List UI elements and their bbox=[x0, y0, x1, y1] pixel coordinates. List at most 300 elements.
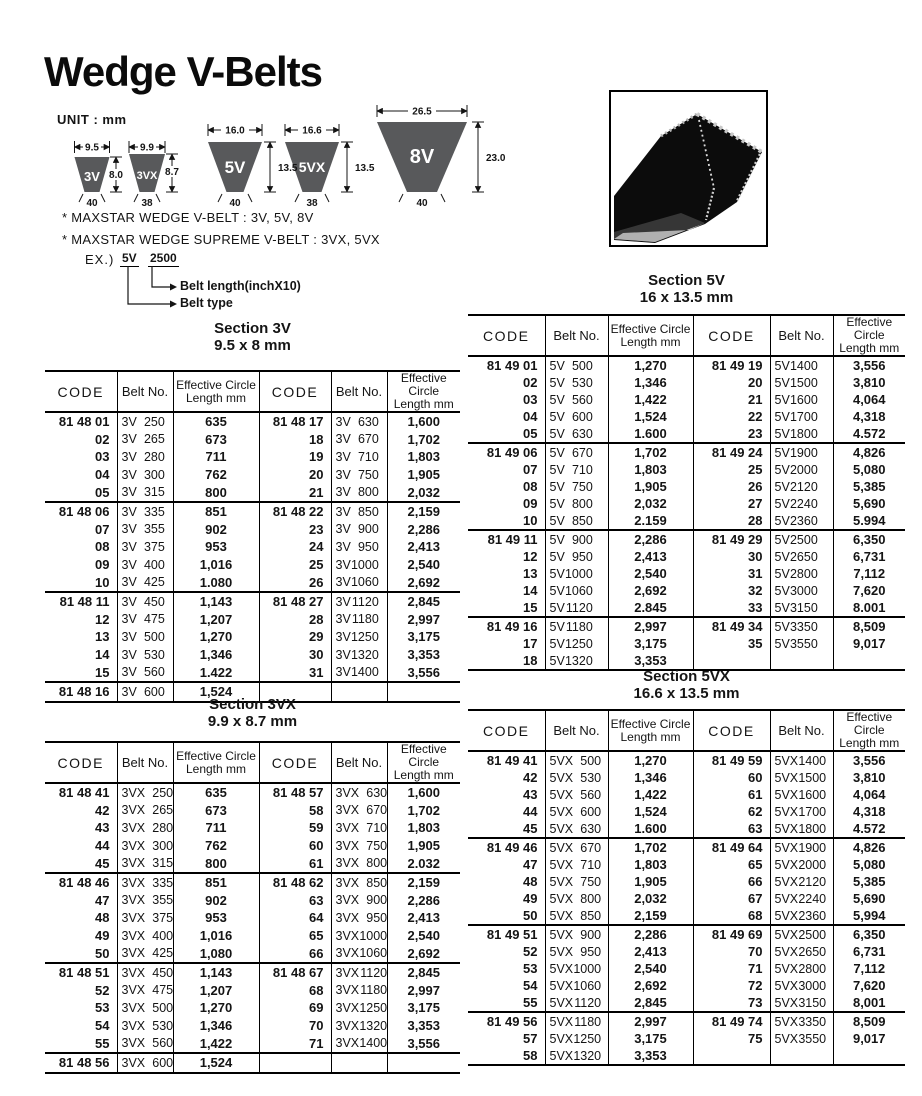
code-cell: 68 bbox=[693, 907, 770, 925]
belt-no-cell: 5V 750 bbox=[545, 478, 608, 495]
note-supreme-vbelt: * MAXSTAR WEDGE SUPREME V-BELT : 3VX, 5VX bbox=[62, 232, 380, 247]
length-cell: 2,413 bbox=[387, 909, 460, 927]
length-cell: 635 bbox=[173, 412, 259, 431]
length-cell: 8,509 bbox=[833, 1012, 905, 1030]
code-cell: 81 49 56 bbox=[468, 1012, 545, 1030]
code-cell: 81 49 11 bbox=[468, 530, 545, 548]
code-cell: 44 bbox=[95, 838, 110, 854]
belt-no-cell: 5VX1900 bbox=[770, 838, 833, 856]
belt-no-cell: 3VX 560 bbox=[117, 1034, 173, 1053]
code-cell: 59 bbox=[259, 819, 331, 837]
belt-no-cell: 3V 300 bbox=[117, 466, 173, 484]
table-row bbox=[45, 592, 460, 611]
code-cell: 66 bbox=[693, 873, 770, 890]
belt-no-cell: 3VX1180 bbox=[331, 982, 387, 1000]
angle-8v: 40 bbox=[416, 198, 428, 209]
angle-3v: 40 bbox=[86, 198, 98, 209]
belt-no-cell: 3V 315 bbox=[117, 483, 173, 502]
belt-no-cell: 5V 800 bbox=[545, 495, 608, 512]
dim-3v-height: 8.0 bbox=[109, 170, 123, 181]
header-effective-circle-length: Effective Circle Length mm bbox=[608, 710, 693, 751]
header-code: CODE bbox=[259, 742, 331, 783]
code-cell: 02 bbox=[95, 431, 110, 447]
dim-5vx-height: 13.5 bbox=[355, 163, 375, 174]
length-cell: 3,353 bbox=[387, 646, 460, 664]
table-row bbox=[45, 982, 460, 1000]
belt-no-cell: 5V1250 bbox=[545, 635, 608, 652]
header-belt-no: Belt No. bbox=[545, 710, 608, 751]
table-row bbox=[468, 856, 905, 873]
length-cell: 2,286 bbox=[387, 892, 460, 910]
belt-no-cell: 3VX1060 bbox=[331, 944, 387, 963]
belt-no-cell: 3V1180 bbox=[331, 611, 387, 629]
belt-no-cell: 5VX1000 bbox=[545, 960, 608, 977]
table-row bbox=[468, 374, 905, 391]
belt-no-cell: 3V 600 bbox=[117, 682, 173, 702]
length-cell: 902 bbox=[173, 892, 259, 910]
length-cell: 4.572 bbox=[833, 425, 905, 443]
code-cell: 26 bbox=[259, 573, 331, 592]
code-cell: 69 bbox=[259, 999, 331, 1017]
belt-no-cell: 5VX 530 bbox=[545, 769, 608, 786]
belt-no-cell: 3VX 280 bbox=[117, 819, 173, 837]
belt-no-cell: 5V1120 bbox=[545, 599, 608, 617]
belt-no-cell: 5VX1180 bbox=[545, 1012, 608, 1030]
length-cell: 3,810 bbox=[833, 374, 905, 391]
belt-no-cell: 3V1320 bbox=[331, 646, 387, 664]
code-cell: 14 bbox=[523, 583, 538, 598]
length-cell: 3,810 bbox=[833, 769, 905, 786]
belt-no-cell: 3V1060 bbox=[331, 573, 387, 592]
belt-no-cell: 5VX3150 bbox=[770, 994, 833, 1012]
length-cell: 5,994 bbox=[833, 907, 905, 925]
length-cell: 635 bbox=[173, 783, 259, 802]
length-cell: 4,826 bbox=[833, 443, 905, 461]
code-cell: 53 bbox=[523, 961, 538, 976]
code-cell: 81 49 34 bbox=[693, 617, 770, 635]
code-cell: 23 bbox=[259, 521, 331, 539]
belt-no-cell: 3V 280 bbox=[117, 448, 173, 466]
code-cell: 81 49 29 bbox=[693, 530, 770, 548]
length-cell: 1,524 bbox=[173, 1053, 259, 1073]
section-title-line: Section 3VX bbox=[209, 696, 296, 713]
length-cell: 851 bbox=[173, 502, 259, 521]
code-cell: 55 bbox=[95, 1035, 110, 1051]
length-cell: 2,997 bbox=[608, 617, 693, 635]
table-row bbox=[45, 963, 460, 982]
length-cell: 1,270 bbox=[173, 628, 259, 646]
section-size-line: 9.9 x 8.7 mm bbox=[207, 713, 298, 730]
length-cell: 1.422 bbox=[173, 663, 259, 682]
table-row bbox=[45, 892, 460, 910]
section-5vx-title bbox=[468, 668, 905, 702]
length-cell: 2,845 bbox=[608, 994, 693, 1012]
table-row bbox=[45, 448, 460, 466]
belt-no-cell: 3VX 450 bbox=[117, 963, 173, 982]
table-row bbox=[45, 999, 460, 1017]
section-title-line: Section 5V bbox=[648, 272, 725, 289]
section-3vx bbox=[45, 696, 460, 1074]
code-cell: 75 bbox=[693, 1030, 770, 1047]
belt-no-cell: 5VX1400 bbox=[770, 751, 833, 769]
belt-no-cell: 3VX 710 bbox=[331, 819, 387, 837]
code-cell: 60 bbox=[693, 769, 770, 786]
length-cell: 953 bbox=[173, 538, 259, 556]
belt-no-cell: 3V 250 bbox=[117, 412, 173, 431]
belt-no-cell: 3VX 750 bbox=[331, 837, 387, 855]
header-effective-circle-length: Effective Circle Length mm bbox=[387, 742, 460, 783]
code-cell: 22 bbox=[693, 408, 770, 425]
length-cell: 953 bbox=[173, 909, 259, 927]
belt-photo-frame bbox=[609, 90, 768, 247]
belt-no-cell: 5VX 850 bbox=[545, 907, 608, 925]
code-cell: 50 bbox=[523, 908, 538, 923]
length-cell: 2,540 bbox=[387, 556, 460, 574]
belt-no-cell: 3VX 300 bbox=[117, 837, 173, 855]
length-cell: 7,112 bbox=[833, 565, 905, 582]
table-row bbox=[45, 573, 460, 592]
belt-no-cell: 5VX1120 bbox=[545, 994, 608, 1012]
table-row bbox=[468, 943, 905, 960]
length-cell: 2,692 bbox=[387, 573, 460, 592]
code-cell: 68 bbox=[259, 982, 331, 1000]
belt-no-cell: 3V 335 bbox=[117, 502, 173, 521]
length-cell: 2,692 bbox=[608, 977, 693, 994]
code-cell: 15 bbox=[95, 664, 110, 680]
table-row bbox=[468, 391, 905, 408]
code-cell: 27 bbox=[693, 495, 770, 512]
length-cell: 4,064 bbox=[833, 391, 905, 408]
length-cell: 2,413 bbox=[387, 538, 460, 556]
section-3v bbox=[45, 320, 460, 703]
code-cell: 43 bbox=[95, 820, 110, 836]
length-cell: 851 bbox=[173, 873, 259, 892]
code-cell: 25 bbox=[259, 556, 331, 574]
belt-no-cell: 5V1700 bbox=[770, 408, 833, 425]
code-cell: 81 49 74 bbox=[693, 1012, 770, 1030]
code-cell: 53 bbox=[95, 1000, 110, 1016]
code-cell: 20 bbox=[259, 466, 331, 484]
code-cell: 05 bbox=[95, 484, 110, 500]
code-cell: 49 bbox=[523, 891, 538, 906]
length-cell: 1,524 bbox=[173, 682, 259, 702]
code-cell: 44 bbox=[523, 804, 538, 819]
example-belt-length: 2500 bbox=[150, 251, 177, 265]
belt-no-cell: 3V 530 bbox=[117, 646, 173, 664]
table-row bbox=[468, 617, 905, 635]
length-cell: 762 bbox=[173, 837, 259, 855]
header-belt-no: Belt No. bbox=[331, 742, 387, 783]
table-row bbox=[468, 994, 905, 1012]
length-cell: 1,422 bbox=[608, 391, 693, 408]
code-cell: 72 bbox=[693, 977, 770, 994]
length-cell: 4,318 bbox=[833, 408, 905, 425]
belt-no-cell: 5V2500 bbox=[770, 530, 833, 548]
length-cell: 5,385 bbox=[833, 873, 905, 890]
unit-label: UNIT : mm bbox=[57, 112, 127, 127]
length-cell: 2,286 bbox=[608, 530, 693, 548]
table-row bbox=[468, 356, 905, 374]
length-cell: 2.845 bbox=[608, 599, 693, 617]
code-cell: 14 bbox=[95, 647, 110, 663]
belt-no-cell: 5VX 560 bbox=[545, 786, 608, 803]
belt-no-cell: 5V3550 bbox=[770, 635, 833, 652]
code-cell: 15 bbox=[523, 600, 538, 615]
belt-no-cell: 5V 710 bbox=[545, 461, 608, 478]
code-cell: 81 49 64 bbox=[693, 838, 770, 856]
length-cell: 1,346 bbox=[173, 1017, 259, 1035]
code-cell: 54 bbox=[95, 1018, 110, 1034]
length-cell: 2,540 bbox=[387, 927, 460, 945]
header-row bbox=[45, 742, 460, 783]
length-cell: 1,207 bbox=[173, 611, 259, 629]
length-cell: 2,997 bbox=[387, 611, 460, 629]
code-cell: 48 bbox=[95, 910, 110, 926]
note-wedge-vbelt: * MAXSTAR WEDGE V-BELT : 3V, 5V, 8V bbox=[62, 210, 314, 225]
length-cell: 3,556 bbox=[387, 663, 460, 682]
example-length-label: Belt length(inchX10) bbox=[180, 279, 301, 293]
length-cell: 1.080 bbox=[173, 573, 259, 592]
belt-no-cell: 5VX1500 bbox=[770, 769, 833, 786]
table-row bbox=[45, 819, 460, 837]
table-row bbox=[468, 478, 905, 495]
code-cell: 13 bbox=[95, 629, 110, 645]
code-cell: 42 bbox=[95, 802, 110, 818]
belt-no-cell: 5VX 800 bbox=[545, 890, 608, 907]
code-cell: 42 bbox=[523, 770, 538, 785]
code-cell: 05 bbox=[523, 426, 538, 441]
length-cell: 6,350 bbox=[833, 925, 905, 943]
table-row bbox=[468, 495, 905, 512]
table-row bbox=[45, 556, 460, 574]
code-cell: 81 49 19 bbox=[693, 356, 770, 374]
table-row bbox=[468, 960, 905, 977]
code-cell: 45 bbox=[95, 855, 110, 871]
table-row bbox=[468, 530, 905, 548]
length-cell: 1,905 bbox=[608, 873, 693, 890]
code-cell: 64 bbox=[259, 909, 331, 927]
table-row bbox=[45, 431, 460, 449]
code-cell: 08 bbox=[523, 479, 538, 494]
length-cell: 5,385 bbox=[833, 478, 905, 495]
belt-no-cell: 5VX2000 bbox=[770, 856, 833, 873]
belt-no-cell: 5VX1800 bbox=[770, 820, 833, 838]
belt-no-cell: 3VX1250 bbox=[331, 999, 387, 1017]
code-cell: 62 bbox=[693, 803, 770, 820]
code-cell: 70 bbox=[259, 1017, 331, 1035]
belt-no-cell: 3VX 315 bbox=[117, 854, 173, 873]
belt-no-cell: 3VX 670 bbox=[331, 802, 387, 820]
length-cell: 4.572 bbox=[833, 820, 905, 838]
length-cell: 4,064 bbox=[833, 786, 905, 803]
length-cell: 800 bbox=[173, 854, 259, 873]
belt-no-cell: 5V2650 bbox=[770, 548, 833, 565]
belt-table-5vx bbox=[468, 709, 905, 1066]
header-code: CODE bbox=[45, 742, 117, 783]
table-row bbox=[468, 599, 905, 617]
length-cell: 3,175 bbox=[387, 999, 460, 1017]
belt-no-cell: 3VX 250 bbox=[117, 783, 173, 802]
header-belt-no: Belt No. bbox=[117, 371, 173, 412]
belt-no-cell: 5V1000 bbox=[545, 565, 608, 582]
code-cell: 02 bbox=[523, 375, 538, 390]
code-cell: 81 48 27 bbox=[259, 592, 331, 611]
belt-no-cell: 5V1060 bbox=[545, 582, 608, 599]
length-cell bbox=[833, 1047, 905, 1065]
length-cell: 2,413 bbox=[608, 548, 693, 565]
code-cell: 31 bbox=[693, 565, 770, 582]
table-row bbox=[45, 483, 460, 502]
code-cell: 12 bbox=[95, 611, 110, 627]
belt-no-cell: 3VX 335 bbox=[117, 873, 173, 892]
belt-no-cell: 5VX 500 bbox=[545, 751, 608, 769]
length-cell: 2,692 bbox=[608, 582, 693, 599]
belt-no-cell: 3VX 530 bbox=[117, 1017, 173, 1035]
length-cell: 1,346 bbox=[608, 769, 693, 786]
belt-label-5vx: 5VX bbox=[298, 159, 326, 175]
code-cell: 43 bbox=[523, 787, 538, 802]
code-cell: 81 48 41 bbox=[58, 785, 110, 801]
table-row bbox=[45, 521, 460, 539]
code-cell: 30 bbox=[259, 646, 331, 664]
code-cell: 24 bbox=[259, 538, 331, 556]
length-cell: 3,556 bbox=[833, 751, 905, 769]
belt-no-cell: 5V1320 bbox=[545, 652, 608, 670]
angle-3vx: 38 bbox=[141, 198, 153, 209]
table-row bbox=[468, 1047, 905, 1065]
table-row bbox=[45, 873, 460, 892]
header-row bbox=[45, 371, 460, 412]
section-size-line: 16.6 x 13.5 mm bbox=[633, 685, 740, 702]
code-cell: 81 48 22 bbox=[259, 502, 331, 521]
table-row bbox=[45, 837, 460, 855]
belt-no-cell: 3VX 475 bbox=[117, 982, 173, 1000]
section-5v-title bbox=[468, 272, 905, 306]
code-cell bbox=[259, 1053, 331, 1073]
length-cell: 1,600 bbox=[387, 412, 460, 431]
code-cell: 71 bbox=[693, 960, 770, 977]
table-row bbox=[468, 977, 905, 994]
header-code: CODE bbox=[259, 371, 331, 412]
length-cell: 2,286 bbox=[608, 925, 693, 943]
length-cell: 3,353 bbox=[387, 1017, 460, 1035]
section-title-line: Section 3V bbox=[214, 320, 291, 337]
belt-no-cell: 3V 850 bbox=[331, 502, 387, 521]
code-cell: 81 49 59 bbox=[693, 751, 770, 769]
belt-no-cell: 3VX1120 bbox=[331, 963, 387, 982]
belt-no-cell: 3VX 500 bbox=[117, 999, 173, 1017]
table-row bbox=[45, 1053, 460, 1073]
belt-no-cell bbox=[770, 1047, 833, 1065]
header-code: CODE bbox=[468, 315, 545, 356]
length-cell: 673 bbox=[173, 802, 259, 820]
belt-no-cell: 5VX 600 bbox=[545, 803, 608, 820]
table-row bbox=[468, 838, 905, 856]
length-cell: 5,080 bbox=[833, 856, 905, 873]
code-cell: 58 bbox=[259, 802, 331, 820]
code-cell: 21 bbox=[259, 483, 331, 502]
length-cell: 2,845 bbox=[387, 592, 460, 611]
belt-no-cell: 3VX1320 bbox=[331, 1017, 387, 1035]
code-cell: 30 bbox=[693, 548, 770, 565]
header-effective-circle-length: Effective Circle Length mm bbox=[173, 371, 259, 412]
belt-no-cell: 5VX 710 bbox=[545, 856, 608, 873]
belt-no-cell: 5V1400 bbox=[770, 356, 833, 374]
length-cell: 1,270 bbox=[173, 999, 259, 1017]
belt-no-cell: 5V 850 bbox=[545, 512, 608, 530]
belt-no-cell: 5VX2120 bbox=[770, 873, 833, 890]
code-cell: 52 bbox=[95, 982, 110, 998]
belt-no-cell: 5VX1250 bbox=[545, 1030, 608, 1047]
dim-5v-height: 13.5 bbox=[278, 163, 298, 174]
length-cell: 2,845 bbox=[387, 963, 460, 982]
table-row bbox=[468, 461, 905, 478]
section-size-line: 9.5 x 8 mm bbox=[214, 337, 291, 354]
length-cell: 1,016 bbox=[173, 556, 259, 574]
length-cell: 8,001 bbox=[833, 994, 905, 1012]
length-cell: 1,080 bbox=[173, 944, 259, 963]
table-row bbox=[468, 907, 905, 925]
code-cell: 81 49 06 bbox=[468, 443, 545, 461]
belt-no-cell: 3V 500 bbox=[117, 628, 173, 646]
header-effective-circle-length: Effective Circle Length mm bbox=[173, 742, 259, 783]
belt-no-cell: 3V1250 bbox=[331, 628, 387, 646]
belt-no-cell: 3V 800 bbox=[331, 483, 387, 502]
code-cell: 12 bbox=[523, 549, 538, 564]
code-cell: 18 bbox=[259, 431, 331, 449]
belt-no-cell: 3V1120 bbox=[331, 592, 387, 611]
header-code: CODE bbox=[693, 315, 770, 356]
length-cell: 800 bbox=[173, 483, 259, 502]
belt-no-cell: 3V 750 bbox=[331, 466, 387, 484]
section-3vx-title bbox=[45, 696, 460, 730]
belt-no-cell: 5VX3550 bbox=[770, 1030, 833, 1047]
code-cell: 48 bbox=[523, 874, 538, 889]
length-cell: 3,175 bbox=[608, 635, 693, 652]
table-row bbox=[468, 820, 905, 838]
table-row bbox=[45, 783, 460, 802]
length-cell: 9,017 bbox=[833, 635, 905, 652]
belt-no-cell: 5V1600 bbox=[770, 391, 833, 408]
header-code: CODE bbox=[693, 710, 770, 751]
length-cell: 2,997 bbox=[387, 982, 460, 1000]
belt-no-cell: 5V2360 bbox=[770, 512, 833, 530]
table-row bbox=[468, 512, 905, 530]
belt-no-cell: 3VX 900 bbox=[331, 892, 387, 910]
belt-no-cell: 3VX 800 bbox=[331, 854, 387, 873]
code-cell: 60 bbox=[259, 837, 331, 855]
table-row bbox=[468, 408, 905, 425]
code-cell: 45 bbox=[523, 821, 538, 836]
length-cell: 1,803 bbox=[608, 461, 693, 478]
length-cell: 3,353 bbox=[608, 652, 693, 670]
length-cell: 1,016 bbox=[173, 927, 259, 945]
length-cell: 1,524 bbox=[608, 803, 693, 820]
table-row bbox=[45, 502, 460, 521]
belt-no-cell: 3VX1000 bbox=[331, 927, 387, 945]
table-row bbox=[468, 803, 905, 820]
code-cell: 29 bbox=[259, 628, 331, 646]
length-cell: 2,159 bbox=[608, 907, 693, 925]
table-row bbox=[468, 582, 905, 599]
table-row bbox=[45, 466, 460, 484]
code-cell: 09 bbox=[95, 557, 110, 573]
code-cell: 81 48 57 bbox=[259, 783, 331, 802]
code-cell: 81 49 46 bbox=[468, 838, 545, 856]
code-cell: 28 bbox=[259, 611, 331, 629]
belt-no-cell: 3VX 265 bbox=[117, 802, 173, 820]
code-cell: 49 bbox=[95, 928, 110, 944]
